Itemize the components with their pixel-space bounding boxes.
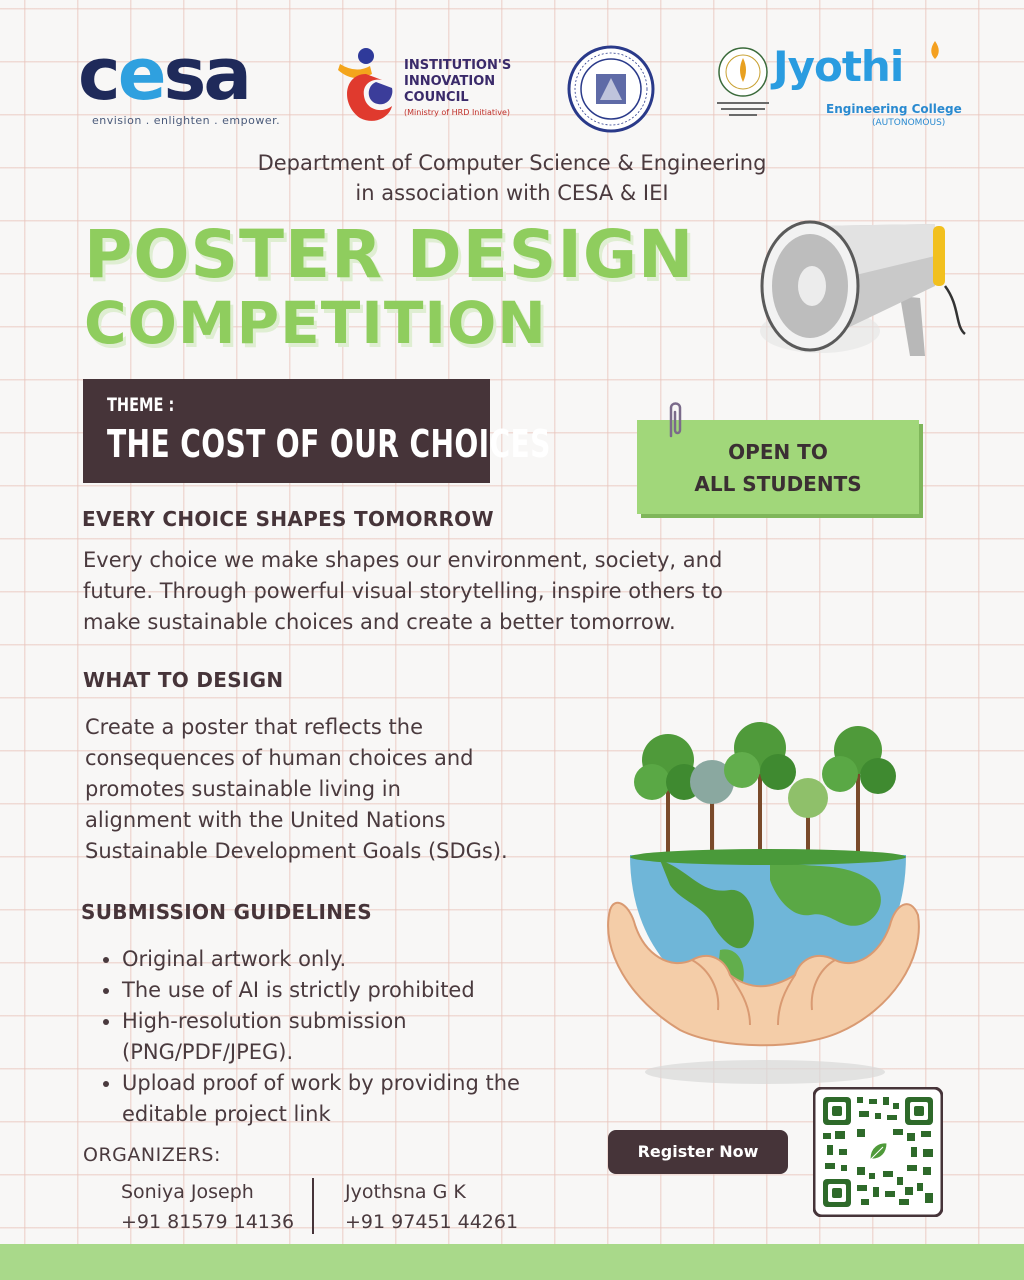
organizer-2-name: Jyothsna G K	[345, 1181, 466, 1203]
section2-line-5: Sustainable Development Goals (SDGs).	[85, 839, 508, 863]
qr-code[interactable]	[813, 1087, 943, 1217]
section-body-every-choice	[83, 545, 803, 638]
jyothi-seal-icon	[715, 44, 771, 124]
cesa-tagline: envision . enlighten . empower.	[92, 114, 281, 127]
section2-line-4: alignment with the United Nations	[85, 808, 446, 832]
eligibility-line-2: ALL STUDENTS	[694, 472, 862, 496]
section-heading-submission-guidelines: SUBMISSION GUIDELINES	[81, 900, 372, 924]
department-line-1: Department of Computer Science & Engineering	[257, 151, 767, 175]
section2-line-3: promotes sustainable living in	[85, 777, 401, 801]
department-header	[0, 148, 1024, 208]
theme-value: THE COST OF OUR CHOICES	[107, 422, 551, 466]
organizer-1	[121, 1177, 294, 1237]
iei-seal-icon	[566, 44, 656, 134]
organizers-label: ORGANIZERS:	[83, 1144, 221, 1166]
eligibility-line-1: OPEN TO	[728, 440, 828, 464]
jyothi-autonomous: (AUTONOMOUS)	[872, 118, 946, 128]
iic-title	[404, 58, 511, 106]
section1-line-2: future. Through powerful visual storytelling, inspire others to	[83, 579, 723, 603]
iic-line-2: INNOVATION	[404, 74, 496, 89]
guidelines-list	[100, 944, 562, 1130]
iic-logo-icon	[336, 44, 402, 124]
title-line-2: COMPETITION	[84, 289, 547, 357]
paperclip-icon	[664, 400, 686, 440]
megaphone-icon	[750, 206, 980, 386]
section2-line-2: consequences of human choices and	[85, 746, 474, 770]
list-item: • The use of AI is strictly prohibited	[122, 975, 562, 1006]
register-now-button[interactable]: Register Now	[608, 1130, 788, 1174]
flame-icon	[928, 40, 942, 60]
iic-subtitle: (Ministry of HRD Initiative)	[404, 108, 510, 117]
iic-line-3: COUNCIL	[404, 90, 469, 105]
title-line-1: POSTER DESIGN	[84, 216, 695, 293]
tree-icon	[634, 722, 896, 860]
eligibility-text	[637, 436, 919, 500]
section-body-what-to-design	[85, 712, 565, 867]
organizer-1-phone[interactable]: +91 81579 14136	[121, 1211, 295, 1233]
section-heading-every-choice: EVERY CHOICE SHAPES TOMORROW	[82, 507, 494, 531]
organizer-2	[345, 1177, 518, 1237]
organizer-1-name: Soniya Joseph	[121, 1181, 254, 1203]
earth-in-hands-illustration	[600, 720, 930, 1090]
jyothi-subtitle: Engineering College	[826, 102, 962, 116]
theme-label: THEME :	[107, 394, 175, 416]
list-item: • Upload proof of work by providing the editable project link	[122, 1068, 562, 1130]
department-line-2: in association with CESA & IEI	[355, 181, 669, 205]
cesa-wordmark: cesa	[78, 32, 249, 116]
section1-line-3: make sustainable choices and create a better tomorrow.	[83, 610, 676, 634]
jyothi-wordmark: Jyothi	[773, 42, 904, 91]
list-item: • High-resolution submission (PNG/PDF/JPEG).	[122, 1006, 562, 1068]
cesa-logo	[78, 32, 249, 116]
section2-line-1: Create a poster that reflects the	[85, 715, 423, 739]
footer-bar	[0, 1244, 1024, 1280]
section-heading-what-to-design: WHAT TO DESIGN	[83, 668, 284, 692]
organizer-divider	[312, 1178, 314, 1234]
section1-line-1: Every choice we make shapes our environment, society, and	[83, 548, 723, 572]
iic-line-1: INSTITUTION'S	[404, 58, 512, 73]
list-item: • Original artwork only.	[122, 944, 562, 975]
organizer-2-phone[interactable]: +91 97451 44261	[345, 1211, 519, 1233]
